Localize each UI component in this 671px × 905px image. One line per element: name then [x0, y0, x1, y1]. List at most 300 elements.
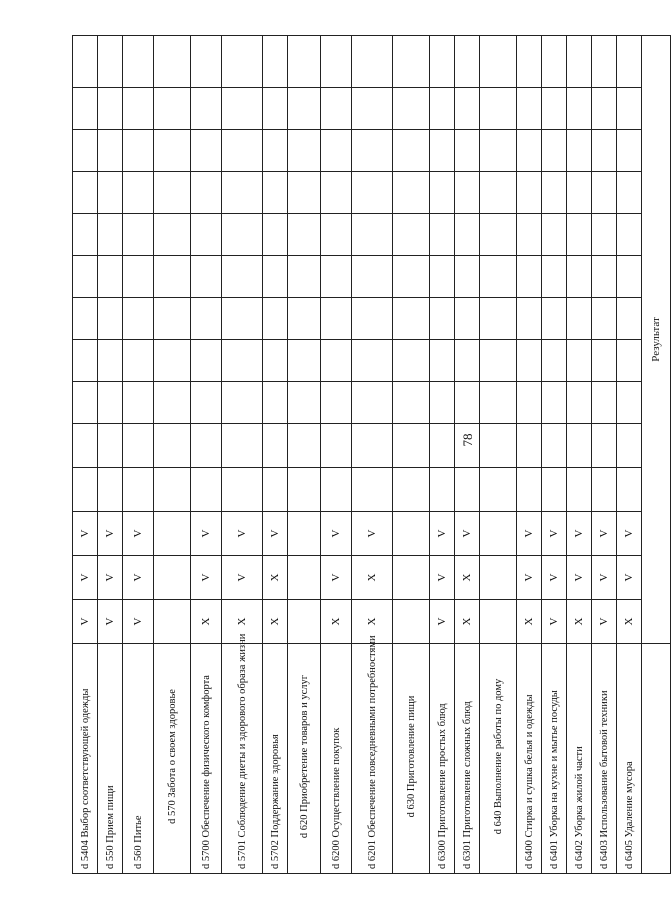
mark-cell: V: [73, 512, 98, 556]
mark-cell: V: [123, 600, 154, 644]
mark-cell: [480, 556, 517, 600]
empty-cell: [191, 214, 222, 256]
empty-cell: [191, 172, 222, 214]
empty-cell: [352, 88, 393, 130]
empty-cell: [592, 172, 617, 214]
empty-cell: [191, 298, 222, 340]
empty-cell: [352, 340, 393, 382]
empty-cell: [352, 298, 393, 340]
empty-cell: [393, 424, 430, 468]
mark-cell: X: [263, 556, 288, 600]
empty-cell: [123, 256, 154, 298]
empty-cell: [263, 382, 288, 424]
empty-cell: [430, 256, 455, 298]
mark-cell: V: [542, 512, 567, 556]
empty-cell: [567, 468, 592, 512]
mark-cell: X: [352, 600, 393, 644]
empty-cell: [191, 468, 222, 512]
empty-cell: [393, 340, 430, 382]
empty-cell: [123, 88, 154, 130]
empty-cell: [480, 256, 517, 298]
table-row: [517, 36, 542, 874]
section-heading: d 630 Приготовление пищи: [393, 644, 430, 874]
empty-cell: [592, 424, 617, 468]
mark-cell: V: [430, 600, 455, 644]
empty-cell: [542, 382, 567, 424]
mark-cell: V: [617, 512, 642, 556]
mark-cell: V: [98, 512, 123, 556]
empty-cell: [430, 468, 455, 512]
item-label: d 6400 Стирка и сушка белья и одежды: [517, 644, 542, 874]
empty-cell: [480, 214, 517, 256]
empty-cell: [517, 298, 542, 340]
empty-cell: [517, 214, 542, 256]
empty-cell: [321, 172, 352, 214]
empty-cell: [352, 130, 393, 172]
empty-cell: [154, 424, 191, 468]
empty-cell: [592, 214, 617, 256]
empty-cell: [517, 172, 542, 214]
empty-cell: [430, 36, 455, 88]
empty-cell: [73, 36, 98, 88]
assessment-table-sheet: [72, 56, 662, 874]
mark-cell: V: [617, 556, 642, 600]
mark-cell: V: [455, 512, 480, 556]
mark-cell: X: [222, 600, 263, 644]
mark-cell: V: [430, 556, 455, 600]
empty-cell: [288, 468, 321, 512]
empty-cell: [430, 130, 455, 172]
table-row: [430, 36, 455, 874]
empty-cell: [263, 424, 288, 468]
table-row: [542, 36, 567, 874]
empty-cell: [123, 340, 154, 382]
empty-cell: [98, 214, 123, 256]
empty-cell: [154, 298, 191, 340]
empty-cell: [393, 214, 430, 256]
empty-cell: [430, 298, 455, 340]
empty-cell: [592, 256, 617, 298]
empty-cell: [393, 130, 430, 172]
empty-cell: [321, 382, 352, 424]
empty-cell: [154, 468, 191, 512]
item-label: d 6405 Удаление мусора: [617, 644, 642, 874]
empty-cell: [321, 468, 352, 512]
mark-cell: V: [98, 600, 123, 644]
empty-cell: [263, 340, 288, 382]
empty-cell: [480, 424, 517, 468]
table-row: [154, 36, 191, 874]
item-label: d 6401 Уборка на кухне и мытье посуды: [542, 644, 567, 874]
empty-cell: [222, 340, 263, 382]
empty-cell: [542, 214, 567, 256]
empty-cell: [430, 214, 455, 256]
empty-cell: [393, 468, 430, 512]
empty-cell: [191, 130, 222, 172]
empty-cell: [98, 172, 123, 214]
empty-cell: [542, 340, 567, 382]
empty-cell: [617, 88, 642, 130]
empty-cell: [567, 88, 592, 130]
empty-cell: [430, 88, 455, 130]
mark-cell: V: [98, 556, 123, 600]
empty-cell: [98, 298, 123, 340]
empty-cell: [430, 172, 455, 214]
empty-cell: [263, 172, 288, 214]
empty-cell: [321, 214, 352, 256]
mark-cell: X: [617, 600, 642, 644]
empty-cell: [542, 468, 567, 512]
mark-cell: X: [263, 600, 288, 644]
empty-cell: [98, 424, 123, 468]
empty-cell: [567, 256, 592, 298]
empty-cell: [517, 424, 542, 468]
mark-cell: V: [592, 512, 617, 556]
empty-cell: [288, 88, 321, 130]
empty-cell: [517, 88, 542, 130]
mark-cell: X: [321, 600, 352, 644]
empty-cell: [567, 424, 592, 468]
empty-cell: [263, 214, 288, 256]
mark-cell: X: [567, 600, 592, 644]
mark-cell: V: [592, 600, 617, 644]
empty-cell: [98, 340, 123, 382]
empty-cell: [480, 88, 517, 130]
item-label: d 6301 Приготовление сложных блюд: [455, 644, 480, 874]
item-label: d 560 Питье: [123, 644, 154, 874]
empty-cell: [321, 340, 352, 382]
empty-cell: [123, 36, 154, 88]
empty-cell: [567, 298, 592, 340]
empty-cell: [321, 36, 352, 88]
empty-cell: [154, 256, 191, 298]
mark-cell: [393, 556, 430, 600]
empty-cell: [123, 298, 154, 340]
empty-cell: [222, 214, 263, 256]
empty-cell: [517, 36, 542, 88]
empty-cell: [455, 340, 480, 382]
page-number: 78: [460, 433, 475, 447]
mark-cell: [288, 556, 321, 600]
empty-cell: [542, 130, 567, 172]
empty-cell: [222, 468, 263, 512]
empty-cell: [191, 88, 222, 130]
result-row: [642, 36, 671, 874]
empty-cell: [73, 172, 98, 214]
empty-cell: [617, 256, 642, 298]
empty-cell: [222, 36, 263, 88]
table-row: [480, 36, 517, 874]
empty-cell: [567, 214, 592, 256]
mark-cell: [154, 600, 191, 644]
empty-cell: [517, 382, 542, 424]
mark-cell: V: [123, 512, 154, 556]
empty-cell: [517, 130, 542, 172]
item-label: d 6300 Приготовление простых блюд: [430, 644, 455, 874]
item-label: d 5404 Выбор соответствующей одежды: [73, 644, 98, 874]
mark-cell: V: [321, 512, 352, 556]
empty-cell: [321, 256, 352, 298]
empty-cell: [191, 256, 222, 298]
mark-cell: V: [542, 556, 567, 600]
empty-cell: [455, 424, 480, 468]
item-label: d 6200 Осуществление покупок: [321, 644, 352, 874]
empty-cell: [191, 424, 222, 468]
empty-cell: [191, 382, 222, 424]
empty-cell: [567, 382, 592, 424]
empty-cell: [263, 36, 288, 88]
empty-cell: [98, 468, 123, 512]
empty-cell: [263, 298, 288, 340]
mark-cell: V: [123, 556, 154, 600]
mark-cell: V: [321, 556, 352, 600]
empty-cell: [455, 382, 480, 424]
empty-cell: [123, 468, 154, 512]
empty-cell: [592, 468, 617, 512]
mark-cell: X: [455, 600, 480, 644]
mark-cell: V: [222, 556, 263, 600]
empty-cell: [480, 298, 517, 340]
empty-cell: [393, 36, 430, 88]
empty-cell: [288, 172, 321, 214]
empty-cell: [617, 214, 642, 256]
mark-cell: V: [592, 556, 617, 600]
mark-cell: V: [352, 512, 393, 556]
mark-cell: V: [191, 512, 222, 556]
empty-cell: [191, 340, 222, 382]
empty-cell: [430, 424, 455, 468]
table-row: [263, 36, 288, 874]
mark-cell: V: [517, 556, 542, 600]
empty-cell: [123, 424, 154, 468]
empty-cell: [73, 424, 98, 468]
empty-cell: [222, 256, 263, 298]
empty-cell: [263, 130, 288, 172]
empty-cell: [480, 382, 517, 424]
mark-cell: V: [430, 512, 455, 556]
item-label: d 6402 Уборка жилой части: [567, 644, 592, 874]
empty-cell: [98, 256, 123, 298]
empty-cell: [455, 88, 480, 130]
item-label: d 5702 Поддержание здоровья: [263, 644, 288, 874]
mark-cell: [154, 512, 191, 556]
empty-cell: [542, 424, 567, 468]
empty-cell: [288, 298, 321, 340]
section-heading: d 620 Приобретение товаров и услуг: [288, 644, 321, 874]
mark-cell: V: [73, 556, 98, 600]
mark-cell: [154, 556, 191, 600]
assessment-table: [72, 35, 671, 874]
mark-cell: [393, 600, 430, 644]
table-row: [321, 36, 352, 874]
mark-cell: V: [567, 512, 592, 556]
empty-cell: [480, 340, 517, 382]
empty-cell: [288, 382, 321, 424]
empty-cell: [154, 214, 191, 256]
empty-cell: [222, 88, 263, 130]
table-row: [352, 36, 393, 874]
empty-cell: [263, 468, 288, 512]
empty-cell: [154, 340, 191, 382]
table-row: [592, 36, 617, 874]
table-row: [288, 36, 321, 874]
empty-cell: [393, 298, 430, 340]
empty-cell: [542, 36, 567, 88]
mark-cell: [480, 512, 517, 556]
empty-cell: [592, 382, 617, 424]
empty-cell: [73, 88, 98, 130]
mark-cell: [393, 512, 430, 556]
empty-cell: [592, 130, 617, 172]
empty-cell: [263, 256, 288, 298]
empty-cell: [263, 88, 288, 130]
item-label: d 550 Прием пищи: [98, 644, 123, 874]
empty-cell: [352, 424, 393, 468]
section-heading: d 570 Забота о своем здоровье: [154, 644, 191, 874]
empty-cell: [455, 172, 480, 214]
empty-cell: [430, 340, 455, 382]
empty-cell: [154, 382, 191, 424]
empty-cell: [352, 468, 393, 512]
empty-cell: [542, 256, 567, 298]
mark-cell: X: [352, 556, 393, 600]
empty-cell: [592, 36, 617, 88]
empty-cell: [98, 36, 123, 88]
empty-cell: [98, 382, 123, 424]
empty-cell: [455, 468, 480, 512]
empty-cell: [592, 298, 617, 340]
empty-cell: [352, 36, 393, 88]
empty-cell: [352, 382, 393, 424]
empty-cell: [288, 424, 321, 468]
item-label: d 5700 Обеспечение физического комфорта: [191, 644, 222, 874]
empty-cell: [455, 36, 480, 88]
empty-cell: [73, 340, 98, 382]
empty-cell: [542, 298, 567, 340]
empty-cell: [73, 468, 98, 512]
empty-cell: [517, 468, 542, 512]
empty-cell: [321, 424, 352, 468]
empty-cell: [73, 130, 98, 172]
empty-cell: [567, 172, 592, 214]
mark-cell: V: [73, 600, 98, 644]
table-row: [98, 36, 123, 874]
mark-cell: [288, 600, 321, 644]
empty-cell: [393, 382, 430, 424]
empty-cell: [222, 382, 263, 424]
empty-cell: [517, 256, 542, 298]
empty-cell: [542, 88, 567, 130]
empty-cell: [617, 172, 642, 214]
empty-cell: [73, 298, 98, 340]
empty-cell: [222, 298, 263, 340]
empty-cell: [393, 256, 430, 298]
mark-cell: V: [517, 512, 542, 556]
empty-cell: [617, 382, 642, 424]
item-label: d 6403 Использование бытовой техники: [592, 644, 617, 874]
empty-cell: [73, 214, 98, 256]
mark-cell: [288, 512, 321, 556]
empty-cell: [592, 340, 617, 382]
empty-cell: [617, 298, 642, 340]
empty-cell: [288, 130, 321, 172]
empty-cell: [154, 130, 191, 172]
empty-cell: [123, 130, 154, 172]
empty-cell: [288, 340, 321, 382]
empty-cell: [617, 340, 642, 382]
empty-cell: [455, 130, 480, 172]
empty-cell: [123, 172, 154, 214]
empty-cell: [123, 214, 154, 256]
empty-cell: [288, 214, 321, 256]
table-row: [567, 36, 592, 874]
empty-cell: [617, 36, 642, 88]
empty-cell: [517, 340, 542, 382]
empty-cell: [288, 256, 321, 298]
empty-cell: [617, 468, 642, 512]
mark-cell: V: [542, 600, 567, 644]
empty-cell: [222, 424, 263, 468]
empty-cell: [288, 36, 321, 88]
empty-cell: [592, 88, 617, 130]
empty-cell: [154, 172, 191, 214]
mark-cell: [480, 600, 517, 644]
empty-cell: [73, 382, 98, 424]
empty-cell: [567, 36, 592, 88]
empty-cell: [222, 172, 263, 214]
empty-cell: [321, 130, 352, 172]
table-row: [222, 36, 263, 874]
empty-cell: [567, 340, 592, 382]
empty-cell: [567, 130, 592, 172]
mark-cell: X: [191, 600, 222, 644]
empty-cell: [430, 382, 455, 424]
mark-cell: X: [517, 600, 542, 644]
empty-cell: [352, 172, 393, 214]
mark-cell: V: [263, 512, 288, 556]
table-row: [393, 36, 430, 874]
empty-cell: [480, 468, 517, 512]
mark-cell: V: [567, 556, 592, 600]
empty-cell: [352, 214, 393, 256]
empty-cell: [480, 36, 517, 88]
empty-cell: [542, 172, 567, 214]
empty-cell: [480, 130, 517, 172]
empty-cell: [73, 256, 98, 298]
empty-cell: [617, 424, 642, 468]
item-label: d 5701 Соблюдение диеты и здорового образа жизни: [222, 644, 263, 874]
empty-cell: [321, 88, 352, 130]
empty-cell: [191, 36, 222, 88]
mark-cell: X: [455, 556, 480, 600]
result-label: Результат: [642, 36, 671, 644]
empty-cell: [642, 644, 671, 874]
mark-cell: V: [222, 512, 263, 556]
empty-cell: [393, 88, 430, 130]
empty-cell: [123, 382, 154, 424]
mark-cell: V: [191, 556, 222, 600]
table-row: [617, 36, 642, 874]
section-heading: d 640 Выполнение работы по дому: [480, 644, 517, 874]
table-row: [191, 36, 222, 874]
empty-cell: [455, 298, 480, 340]
empty-cell: [222, 130, 263, 172]
empty-cell: [154, 36, 191, 88]
item-label: d 6201 Обеспечение повседневными потребностями: [352, 644, 393, 874]
empty-cell: [455, 214, 480, 256]
empty-cell: [617, 130, 642, 172]
table-row: [455, 36, 480, 874]
